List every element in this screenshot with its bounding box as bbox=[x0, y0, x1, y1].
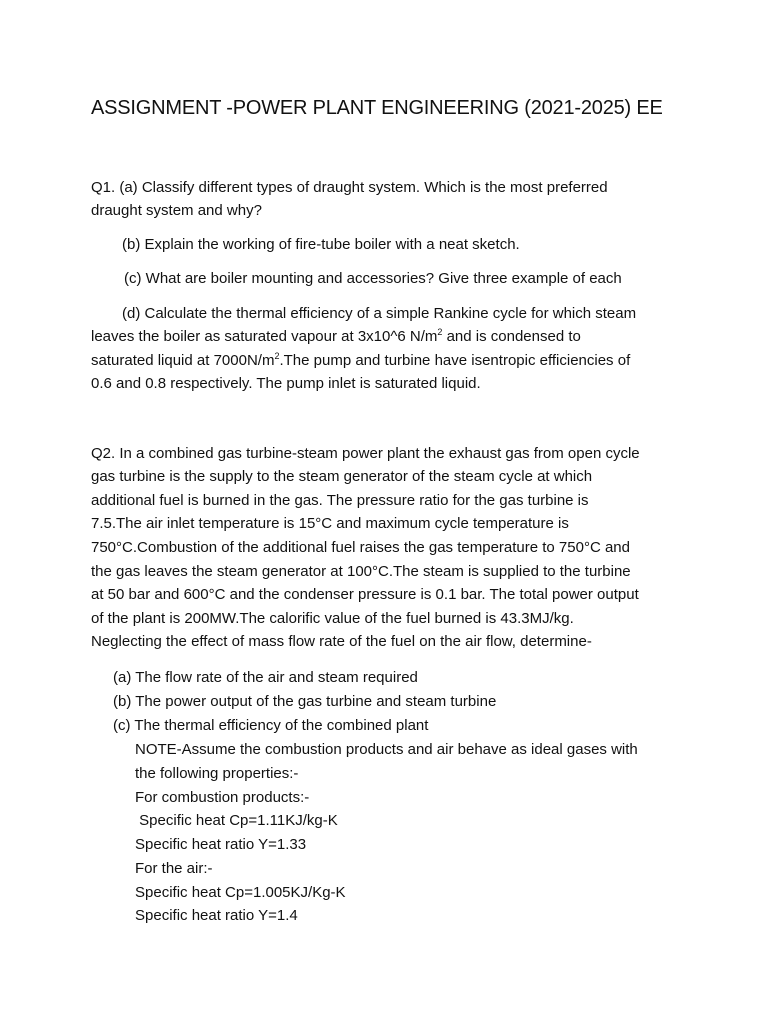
note-line: Specific heat Cp=1.11KJ/kg-K bbox=[135, 812, 338, 829]
q2-line: of the plant is 200MW.The calorific value of the fuel burned is 43.3MJ/kg. bbox=[91, 610, 574, 627]
note-line: Specific heat Cp=1.005KJ/Kg-K bbox=[135, 884, 346, 901]
q1-c: (c) What are boiler mounting and accessories? Give three example of each bbox=[124, 270, 622, 287]
note-line: Specific heat ratio Y=1.4 bbox=[135, 907, 298, 924]
note-line: NOTE-Assume the combustion products and air behave as ideal gases with bbox=[135, 741, 638, 758]
note-line: the following properties:- bbox=[135, 765, 299, 782]
q2-line: Neglecting the effect of mass flow rate of the fuel on the air flow, determine- bbox=[91, 633, 592, 650]
note-line: Specific heat ratio Y=1.33 bbox=[135, 836, 307, 853]
note-line: For the air:- bbox=[135, 860, 213, 877]
q1-d-line-4: 0.6 and 0.8 respectively. The pump inlet is saturated liquid. bbox=[91, 375, 481, 392]
q2-part-b: (b) The power output of the gas turbine and steam turbine bbox=[113, 693, 497, 710]
q1-d-line-3 bbox=[91, 351, 630, 371]
q1-d-line-3-rest: .The pump and turbine have isentropic efficiencies of bbox=[279, 352, 631, 369]
q2-line: additional fuel is burned in the gas. The pressure ratio for the gas turbine is bbox=[91, 492, 589, 509]
q1-d-line-2-text: leaves the boiler as saturated vapour at 3x10^6 N/m bbox=[91, 328, 438, 345]
q1-d-line-2-rest: and is condensed to bbox=[442, 328, 581, 345]
q2-part-a: (a) The flow rate of the air and steam required bbox=[113, 669, 418, 686]
q1-d-line-1: (d) Calculate the thermal efficiency of a simple Rankine cycle for which steam bbox=[122, 305, 637, 322]
q1-d-line-3-superscript: 2 bbox=[274, 351, 280, 361]
q2-line: 7.5.The air inlet temperature is 15°C and maximum cycle temperature is bbox=[91, 515, 569, 532]
q2-line: at 50 bar and 600°C and the condenser pressure is 0.1 bar. The total power output bbox=[91, 586, 639, 603]
q1-d-line-3-text: saturated liquid at 7000N/m bbox=[91, 352, 275, 369]
q2-line: Q2. In a combined gas turbine-steam power plant the exhaust gas from open cycle bbox=[91, 445, 640, 462]
q1-a-line-2: draught system and why? bbox=[91, 202, 262, 219]
note-line: For combustion products:- bbox=[135, 789, 310, 806]
q2-line: the gas leaves the steam generator at 100°C.The steam is supplied to the turbine bbox=[91, 563, 631, 580]
page-title: ASSIGNMENT -POWER PLANT ENGINEERING (2021-2025) EE bbox=[91, 97, 663, 119]
q2-line: gas turbine is the supply to the steam generator of the steam cycle at which bbox=[91, 468, 593, 485]
q2-line: 750°C.Combustion of the additional fuel raises the gas temperature to 750°C and bbox=[91, 539, 630, 556]
q1-d-line-2-superscript: 2 bbox=[437, 327, 443, 337]
q1-d-line-2 bbox=[91, 327, 581, 347]
q1-a-line-1: Q1. (a) Classify different types of draught system. Which is the most preferred bbox=[91, 179, 608, 196]
q1-b: (b) Explain the working of fire-tube boiler with a neat sketch. bbox=[122, 236, 520, 253]
q2-part-c: (c) The thermal efficiency of the combined plant bbox=[113, 717, 429, 734]
